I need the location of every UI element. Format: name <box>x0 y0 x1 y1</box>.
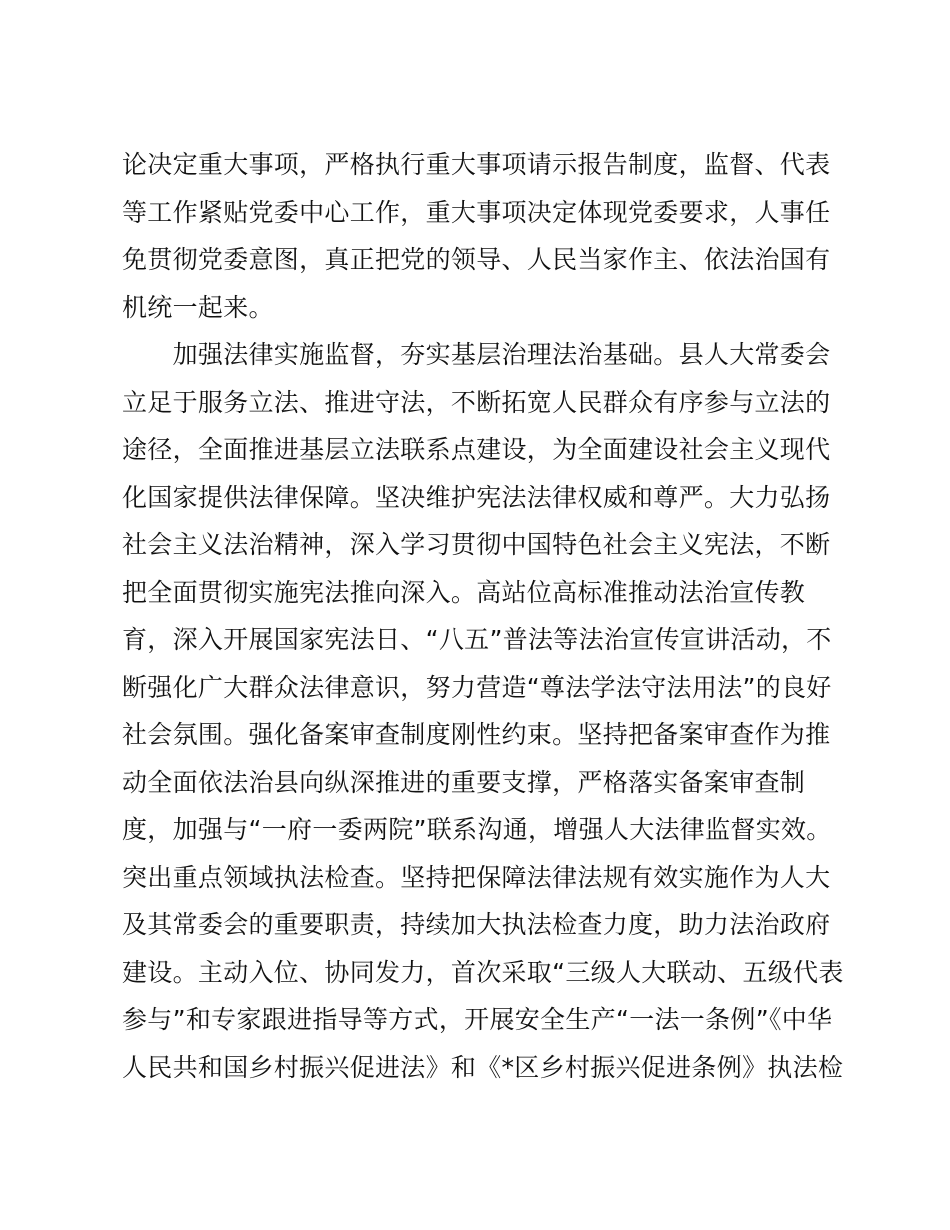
text-line: 断强化广大群众法律意识，努力营造“尊法学法守法用法”的良好 <box>122 672 832 702</box>
text-line: 育，深入开展国家宪法日、“八五”普法等法治宣传宣讲活动，不 <box>122 625 832 654</box>
text-line: 突出重点领域执法检查。坚持把保障法律法规有效实施作为人大 <box>122 862 831 892</box>
text-line: 把全面贯彻实施宪法推向深入。高站位高标准推动法治宣传教 <box>122 577 806 607</box>
text-line: 立足于服务立法、推进守法，不断拓宽人民群众有序参与立法的 <box>122 387 831 417</box>
text-line: 度，加强与“一府一委两院”联系沟通，增强人大法律监督实效。 <box>122 815 832 844</box>
body-text <box>122 146 842 1096</box>
text-line: 动全面依法治县向纵深推进的重要支撑，严格落实备案审查制 <box>122 767 806 797</box>
text-line: 等工作紧贴党委中心工作，重大事项决定体现党委要求，人事任 <box>122 197 831 227</box>
text-line: 参与”和专家跟进指导等方式，开展安全生产“一法一条例”《中华 <box>122 1005 833 1034</box>
text-line: 社会氛围。强化备案审查制度刚性约束。坚持把备案审查作为推 <box>122 720 831 749</box>
text-line: 建设。主动入位、协同发力，首次采取“三级人大联动、五级代表 <box>122 957 844 987</box>
text-line: 社会主义法治精神，深入学习贯彻中国特色社会主义宪法，不断 <box>122 530 831 559</box>
text-line: 途径，全面推进基层立法联系点建设，为全面建设社会主义现代 <box>122 435 831 464</box>
text-line: 免贯彻党委意图，真正把党的领导、人民当家作主、依法治国有 <box>122 245 831 274</box>
text-line: 人民共和国乡村振兴促进法》和《*区乡村振兴促进条例》执法检 <box>122 1052 844 1082</box>
text-line: 论决定重大事项，严格执行重大事项请示报告制度，监督、代表 <box>122 150 831 179</box>
paragraph-start-line: 加强法律实施监督，夯实基层治理法治基础。县人大常委会 <box>122 340 831 369</box>
text-line: 及其常委会的重要职责，持续加大执法检查力度，助力法治政府 <box>122 910 831 939</box>
text-line: 化国家提供法律保障。坚决维护宪法法律权威和尊严。大力弘扬 <box>122 482 831 512</box>
text-line: 机统一起来。 <box>122 292 274 322</box>
